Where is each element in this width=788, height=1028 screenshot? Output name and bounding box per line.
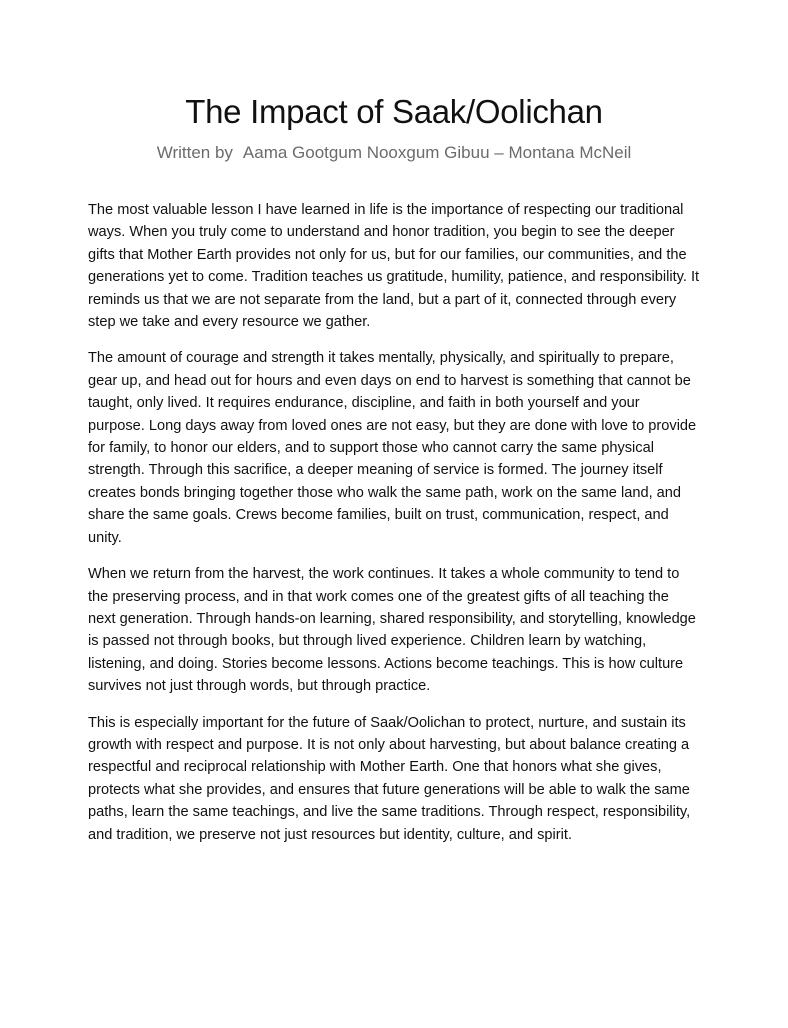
byline — [0, 143, 788, 163]
paragraph-3: When we return from the harvest, the work continues. It takes a whole community to tend to the preserving process, and in that work comes one of the greatest gifts of all teaching the next generation. Through hands-on learning, shared responsibility, and storytelling, knowledge is passed not through books, but through lived experience. Children learn by watching, listening, and doing. Stories become lessons. Actions become teachings. This is how culture survives not just through words, but through practice. — [88, 566, 696, 695]
byline-prefix: Written by — [156, 143, 233, 162]
paragraph-2: The amount of courage and strength it takes mentally, physically, and spiritually to prepare, gear up, and head out for hours and even days on end to harvest is something that cannot be taught, only lived. It requires endurance, discipline, and faith in both yourself and your purpose. Long days away from loved ones are not easy, but they are done with love to provide for family, to honor our elders, and to support those who cannot carry the same physical strength. Through this sacrifice, a deeper meaning of service is formed. The journey itself creates bonds bringing together those who walk the same path, work on the same land, and share the same goals. Crews become families, built on trust, communication, respect, and unity. — [88, 350, 697, 546]
paragraph-1: The most valuable lesson I have learned in life is the importance of respecting our traditional ways. When you truly come to understand and honor tradition, you begin to see the deeper gifts that Mother Earth provides not only for us, but for our families, our communities, and the generations yet to come. Tradition teaches us gratitude, humility, patience, and responsibility. It reminds us that we are not separate from the land, but a part of it, connected through every step we take and every resource we gather. — [88, 202, 700, 331]
paragraph-4: This is especially important for the future of Saak/Oolichan to protect, nurture, and sustain its growth with respect and purpose. It is not only about harvesting, but about balance creating a respectful and reciprocal relationship with Mother Earth. One that honors what she gives, protects what she provides, and ensures that future generations will be able to walk the same paths, learn the same teachings, and live the same traditions. Through respect, responsibility, and tradition, we preserve not just resources but identity, culture, and spirit. — [88, 714, 691, 843]
byline-author: Aama Gootgum Nooxgum Gibuu – Montana McNeil — [242, 143, 632, 162]
article-body — [88, 199, 700, 860]
page-title: The Impact of Saak/Oolichan — [185, 93, 603, 130]
